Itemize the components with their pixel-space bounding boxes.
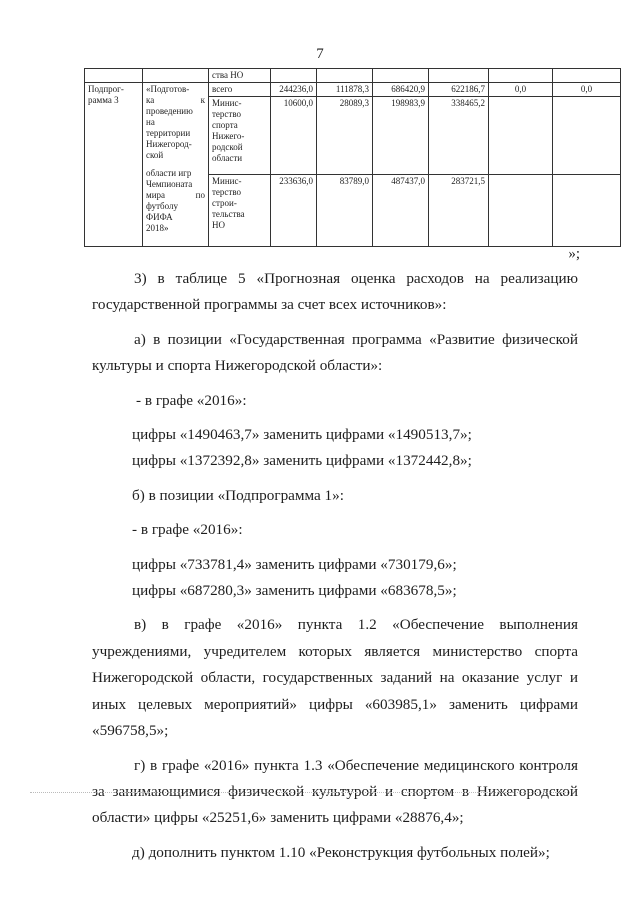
- value-cell: [553, 97, 621, 175]
- value-cell: [489, 97, 553, 175]
- table-cell: [373, 69, 429, 83]
- paragraph-line: области» цифры «25251,6» заменить цифрами «28876,4»;: [92, 809, 464, 827]
- closing-quote: »;: [568, 246, 580, 262]
- value-cell: [553, 175, 621, 247]
- executor-line: терство: [212, 109, 242, 119]
- paragraph-line: «596758,5»;: [92, 722, 169, 740]
- paragraph-line: а) в позиции «Государственная программа «Развитие физической: [134, 330, 578, 348]
- table-cell-executor: ства НО: [209, 69, 271, 83]
- value-cell: 244236,0: [271, 83, 317, 97]
- value-cell: 0,0: [553, 83, 621, 97]
- value-cell: 283721,5: [429, 175, 489, 247]
- subprogram-name-cell: [143, 83, 209, 247]
- paragraph-line: г) в графе «2016» пункта 1.3 «Обеспечение медицинского контроля: [134, 756, 578, 774]
- value-cell: 0,0: [489, 83, 553, 97]
- name-line: мира по: [146, 190, 205, 200]
- table-row: [85, 83, 621, 97]
- name-line: территории: [146, 128, 191, 138]
- name-line: «Подготов-: [146, 84, 190, 94]
- table-cell: [553, 69, 621, 83]
- paragraph-line: учреждениями, учредителем которых является министерство спорта: [92, 642, 578, 660]
- executor-line: Минис-: [212, 98, 242, 108]
- paragraph-line: 3) в таблице 5 «Прогнозная оценка расходов на реализацию: [134, 270, 578, 287]
- executor-line: терство: [212, 187, 242, 197]
- budget-table: [84, 68, 621, 247]
- paragraph-line: в) в графе «2016» пункта 1.2 «Обеспечение выполнения: [134, 616, 578, 634]
- value-cell: 622186,7: [429, 83, 489, 97]
- paragraph-line: цифры «687280,3» заменить цифрами «683678,5»;: [132, 582, 457, 600]
- subprogram-label-cell: [85, 83, 143, 247]
- value-cell: 233636,0: [271, 175, 317, 247]
- executor-cell: [209, 175, 271, 247]
- body-text: [92, 266, 578, 866]
- value-cell: 686420,9: [373, 83, 429, 97]
- name-line: 2018»: [146, 223, 169, 233]
- table-cell: [429, 69, 489, 83]
- value-cell: 10600,0: [271, 97, 317, 175]
- table-cell: [143, 69, 209, 83]
- paragraph-line: д) дополнить пунктом 1.10 «Реконструкция футбольных полей»;: [132, 843, 550, 861]
- paragraph-line: государственной программы за счет всех источников»:: [92, 296, 447, 314]
- subprogram-label-line: рамма 3: [88, 95, 119, 105]
- page-number: 7: [316, 46, 324, 62]
- paragraph-line: - в графе «2016»:: [136, 391, 247, 409]
- executor-cell: [209, 97, 271, 175]
- executor-line: НО: [212, 220, 225, 230]
- name-line: на: [146, 117, 155, 127]
- executor-line: тельства: [212, 209, 245, 219]
- value-cell: 198983,9: [373, 97, 429, 175]
- value-cell: 111878,3: [317, 83, 373, 97]
- paragraph-line: иных целевых мероприятий» цифры «603985,1» заменить цифрами: [92, 695, 578, 713]
- paragraph-line: Нижегородской области, государственных заданий на оказание услуг и: [92, 669, 578, 687]
- table-row: [85, 69, 621, 83]
- executor-line: Нижего-: [212, 131, 245, 141]
- name-line: ка к: [146, 95, 205, 105]
- executor-line: всего: [212, 84, 233, 94]
- table-cell: [271, 69, 317, 83]
- value-cell: 28089,3: [317, 97, 373, 175]
- name-line: области игр: [146, 168, 192, 178]
- paragraph-line: цифры «1490463,7» заменить цифрами «1490513,7»;: [132, 426, 472, 444]
- divider: [30, 792, 570, 793]
- paragraph-line: цифры «733781,4» заменить цифрами «730179,6»;: [132, 555, 457, 573]
- name-line: Чемпионата: [146, 179, 193, 189]
- value-cell: 83789,0: [317, 175, 373, 247]
- name-line: ской: [146, 150, 164, 160]
- table-cell: [317, 69, 373, 83]
- value-cell: 338465,2: [429, 97, 489, 175]
- subprogram-label-line: Подпрог-: [88, 84, 124, 94]
- name-line: проведению: [146, 106, 193, 116]
- executor-cell: [209, 83, 271, 97]
- name-line: ФИФА: [146, 212, 173, 222]
- executor-line: Минис-: [212, 176, 242, 186]
- paragraph-line: - в графе «2016»:: [132, 521, 243, 539]
- executor-line: спорта: [212, 120, 238, 130]
- paragraph-line: цифры «1372392,8» заменить цифрами «1372442,8»;: [132, 452, 472, 470]
- paragraph-line: за занимающимися физической культурой и спортом в Нижегородской: [92, 782, 578, 800]
- value-cell: 487437,0: [373, 175, 429, 247]
- executor-line: строи-: [212, 198, 237, 208]
- name-line: Нижегород-: [146, 139, 192, 149]
- paragraph-line: б) в позиции «Подпрограмма 1»:: [132, 486, 344, 504]
- name-line: футболу: [146, 201, 178, 211]
- table-cell: [489, 69, 553, 83]
- executor-line: родской: [212, 142, 243, 152]
- value-cell: [489, 175, 553, 247]
- table-cell: [85, 69, 143, 83]
- executor-line: области: [212, 153, 243, 163]
- paragraph-line: культуры и спорта Нижегородской области»:: [92, 357, 383, 375]
